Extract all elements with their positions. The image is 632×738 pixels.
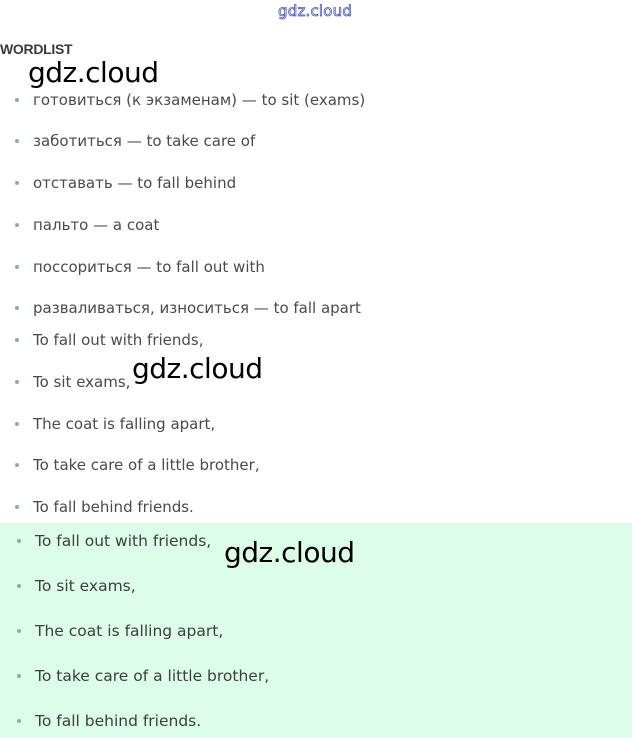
exercise-item-text: To take care of a little brother, — [33, 456, 260, 474]
watermark-logo: gdz.cloud — [132, 352, 263, 385]
answer-item-text: To fall out with friends, — [35, 532, 212, 550]
bullet-icon — [15, 380, 19, 384]
bullet-icon — [15, 422, 19, 426]
wordlist-item-text: отставать — to fall behind — [33, 174, 237, 192]
answer-item — [17, 576, 136, 596]
wordlist-item — [15, 298, 361, 318]
answer-item — [17, 666, 269, 686]
wordlist-item — [15, 131, 255, 151]
watermark-logo: gdz.cloud — [224, 536, 355, 569]
wordlist-item — [15, 90, 365, 110]
answer-item-text: To take care of a little brother, — [35, 667, 270, 685]
bullet-icon — [17, 539, 21, 543]
bullet-icon — [15, 265, 19, 269]
answer-item-text: The coat is falling apart, — [35, 622, 224, 640]
answer-item — [17, 711, 201, 731]
wordlist-item-text: поссориться — to fall out with — [33, 258, 265, 276]
bullet-icon — [17, 629, 21, 633]
wordlist-item-text: готовиться (к экзаменам) — to sit (exams) — [33, 91, 366, 109]
wordlist-item-text: заботиться — to take care of — [33, 132, 256, 150]
exercise-item — [15, 414, 215, 434]
top-watermark: gdz.cloud — [278, 2, 353, 20]
exercise-item-text: To sit exams, — [33, 373, 131, 391]
exercise-item — [15, 330, 204, 350]
bullet-icon — [17, 674, 21, 678]
exercise-item-text: The coat is falling apart, — [33, 415, 216, 433]
bullet-icon — [15, 463, 19, 467]
bullet-icon — [15, 223, 19, 227]
wordlist-item — [15, 257, 265, 277]
wordlist-item-text: пальто — a coat — [33, 216, 160, 234]
bullet-icon — [17, 584, 21, 588]
wordlist-item-text: разваливаться, износиться — to fall apart — [33, 299, 361, 317]
answer-item — [17, 621, 223, 641]
watermark-logo: gdz.cloud — [28, 56, 159, 89]
exercise-item — [15, 497, 194, 517]
exercise-item-text: To fall behind friends. — [33, 498, 194, 516]
answer-item-text: To sit exams, — [35, 577, 136, 595]
bullet-icon — [15, 338, 19, 342]
exercise-item-text: To fall out with friends, — [33, 331, 204, 349]
bullet-icon — [15, 181, 19, 185]
exercise-item — [15, 455, 260, 475]
bullet-icon — [17, 719, 21, 723]
exercise-item — [15, 372, 130, 392]
wordlist-heading: WORDLIST — [0, 41, 73, 57]
wordlist-item — [15, 173, 236, 193]
bullet-icon — [15, 98, 19, 102]
answer-item-text: To fall behind friends. — [35, 712, 202, 730]
answer-item — [17, 531, 211, 551]
bullet-icon — [15, 306, 19, 310]
bullet-icon — [15, 505, 19, 509]
wordlist-item — [15, 215, 159, 235]
bullet-icon — [15, 139, 19, 143]
